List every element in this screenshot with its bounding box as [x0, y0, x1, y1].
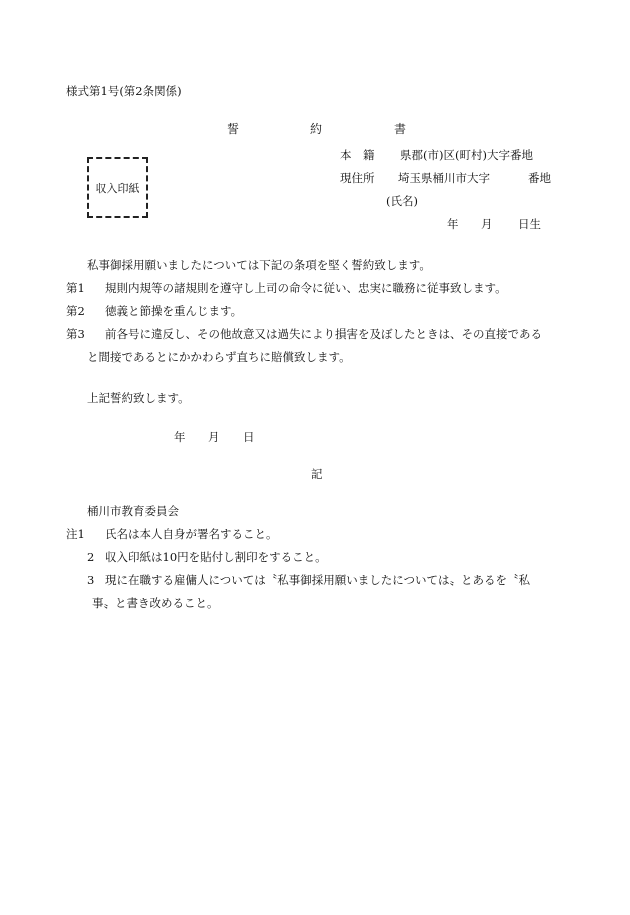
- recipient: 桶川市教育委員会: [87, 504, 179, 518]
- birth-year: 年: [447, 217, 459, 231]
- article-text-3-cont: と間接であるとにかかわらず直ちに賠償致します。: [87, 350, 351, 364]
- name-label: (氏名): [386, 194, 418, 208]
- birth-day: 日生: [518, 217, 541, 231]
- note-text-2: 収入印紙は10円を貼付し割印をすること。: [105, 550, 327, 564]
- domicile-value: 県郡(市)区(町村)大字番地: [400, 148, 533, 162]
- note-text-3-cont: 事〟と書き改めること。: [92, 596, 219, 610]
- date-year: 年: [174, 430, 186, 444]
- article-num-1: 第1: [66, 281, 85, 295]
- note-num-1: 注1: [66, 527, 85, 541]
- note-num-3: 3: [87, 573, 95, 587]
- revenue-stamp-label: 収入印紙: [95, 182, 140, 195]
- form-id: 様式第1号(第2条関係): [66, 84, 182, 98]
- article-text-2: 徳義と節操を重んじます。: [105, 304, 243, 318]
- title-char-1: 誓: [227, 122, 240, 136]
- ki-mark: 記: [311, 467, 323, 481]
- birth-month: 月: [481, 217, 493, 231]
- intro-text: 私事御採用願いましたについては下記の条項を堅く誓約致します。: [87, 258, 431, 272]
- address-banchi: 番地: [528, 171, 551, 185]
- title-char-3: 書: [394, 122, 407, 136]
- article-text-1: 規則内規等の諸規則を遵守し上司の命令に従い、忠実に職務に従事致します。: [105, 281, 507, 295]
- revenue-stamp-box: [87, 157, 148, 218]
- article-num-3: 第3: [66, 327, 85, 341]
- date-month: 月: [208, 430, 220, 444]
- domicile-label: 本 籍: [340, 148, 375, 162]
- article-num-2: 第2: [66, 304, 85, 318]
- note-text-3: 現に在職する雇傭人については〝私事御採用願いましたについては〟とあるを〝私: [105, 573, 531, 587]
- address-label: 現住所: [340, 171, 375, 185]
- date-day: 日: [243, 430, 255, 444]
- note-text-1: 氏名は本人自身が署名すること。: [105, 527, 278, 541]
- address-city: 埼玉県桶川市大字: [398, 171, 490, 185]
- closing-text: 上記誓約致します。: [87, 391, 190, 405]
- article-text-3: 前各号に違反し、その他故意又は過失により損害を及ぼしたときは、その直接である: [105, 327, 542, 341]
- title-char-2: 約: [310, 122, 323, 136]
- note-num-2: 2: [87, 550, 95, 564]
